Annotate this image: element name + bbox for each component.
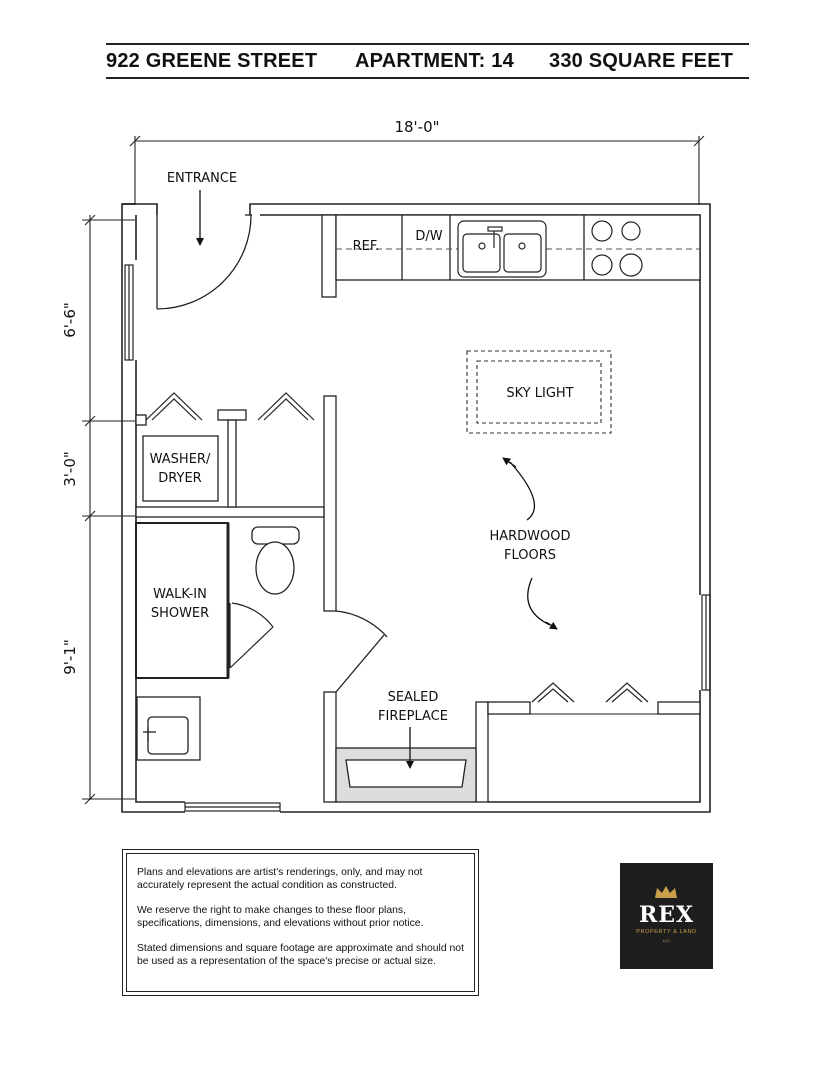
bathroom-sink [137, 697, 200, 760]
entrance-door [157, 215, 252, 309]
right-window [702, 595, 710, 690]
washer-dryer [143, 436, 218, 501]
logo-suffix: LLC [662, 938, 671, 943]
floor-arrow-bottom [528, 578, 550, 625]
rex-logo [620, 863, 713, 969]
fireplace [336, 748, 476, 802]
disclaimer-box [122, 849, 479, 996]
floors-label-line2: FLOORS [503, 548, 557, 563]
floors-label-line1: HARDWOOD [489, 529, 571, 544]
logo-subtitle: PROPERTY & LAND [636, 929, 697, 935]
disclaimer-text-1: Plans and elevations are artist's renderings, only, and may not accurately represent the actual condition as constructed. [137, 867, 423, 891]
disclaimer-text-2: We reserve the right to make changes to these floor plans, specifications, dimensions, and elevations without prior notice. [137, 905, 424, 929]
address-label: 922 GREENE STREET [106, 50, 318, 72]
logo-name: REX [638, 902, 695, 928]
skylight-label: SKY LIGHT [506, 386, 574, 401]
bathroom-door [336, 611, 387, 692]
bottom-window [185, 803, 280, 811]
floor-arrow-top [510, 462, 534, 520]
crown-icon [654, 885, 678, 899]
disclaimer-text-3: Stated dimensions and square footage are approximate and should not be used as a representation of the space's precise or actual size. [137, 943, 464, 967]
shower-label-line2: SHOWER [150, 606, 210, 621]
dishwasher-label: D/W [415, 229, 443, 244]
lower-dimension: 9'-1" [61, 639, 79, 675]
upper-dimension: 6'-6" [61, 302, 79, 338]
toilet [252, 527, 299, 594]
washer-label-line1: WASHER/ [149, 452, 211, 467]
refrigerator-label: REF. [352, 239, 380, 254]
square-feet-label: 330 SQUARE FEET [549, 50, 734, 72]
entrance-label: ENTRANCE [166, 171, 238, 186]
apartment-label: APARTMENT: 14 [355, 50, 514, 72]
washer-label-line2: DRYER [158, 471, 202, 486]
kitchen-sink [458, 221, 546, 277]
shower-label-line1: WALK-IN [153, 587, 207, 602]
kitchen-wall [322, 215, 336, 297]
fireplace-label-line2: FIREPLACE [378, 709, 448, 724]
fireplace-label-line1: SEALED [387, 690, 439, 705]
middle-dimension: 3'-0" [61, 451, 79, 487]
left-window [125, 265, 133, 360]
shower-door [230, 603, 273, 668]
width-dimension: 18'-0" [394, 118, 440, 136]
